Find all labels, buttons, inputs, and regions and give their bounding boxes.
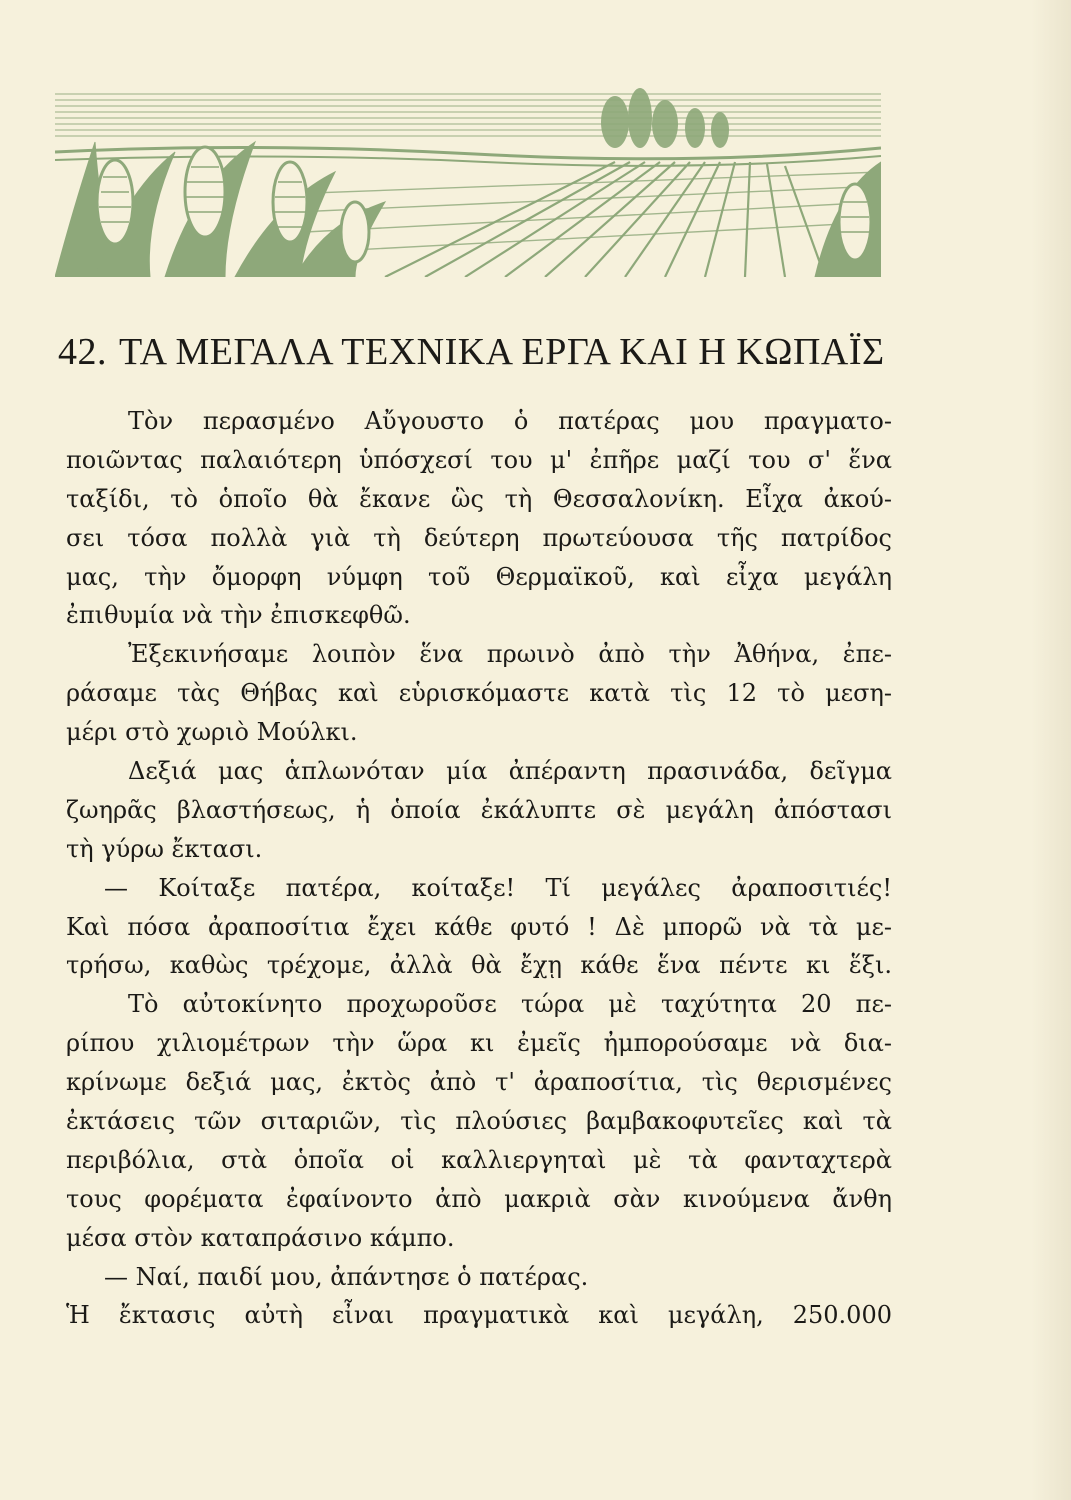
page-edge-shadow [1031, 0, 1071, 1500]
text-line: περιβόλια, στὰ ὁποῖα οἱ καλλιεργηταὶ μὲ τὰ φανταχτερὰ [66, 1145, 892, 1174]
text-line: τὴ γύρω ἔκτασι. [66, 834, 263, 863]
text-line: Τὸν περασμένο Αὔγουστο ὁ πατέρας μου πραγματο- [128, 407, 892, 435]
text-line: Ἐξεκινήσαμε λοιπὸν ἕνα πρωινὸ ἀπὸ τὴν Ἀθήνα, ἐπε- [128, 640, 892, 669]
text-line: τρήσω, καθὼς τρέχομε, ἀλλὰ θὰ ἔχῃ κάθε ἕνα πέντε κι ἕξι. [66, 951, 892, 980]
text-line: Τὸ αὐτοκίνητο προχωροῦσε τώρα μὲ ταχύτητα 20 πε- [128, 990, 892, 1019]
text-line: μέρι στὸ χωριὸ Μούλκι. [66, 718, 358, 747]
chapter-title: ΤΑ ΜΕΓΑΛΑ ΤΕΧΝΙΚΑ ΕΡΓΑ ΚΑΙ Η ΚΩΠΑΪΣ [119, 331, 885, 373]
text-line: — Κοίταξε πατέρα, κοίταξε! Τί μεγάλες ἀραποσιτιές! [104, 873, 892, 902]
text-line: Δεξιά μας ἁπλωνόταν μία ἀπέραντη πρασινάδα, δεῖγμα [128, 757, 892, 786]
cornfield-engraving-icon [55, 82, 881, 277]
text-line: — Ναί, παιδί μου, ἀπάντησε ὁ πατέρας. [104, 1262, 589, 1291]
text-line: ζωηρᾶς βλαστήσεως, ἡ ὁποία ἐκάλυπτε σὲ μεγάλη ἀπόστασι [66, 795, 892, 824]
chapter-heading [58, 330, 938, 374]
text-line: μέσα στὸν καταπράσινο κάμπο. [66, 1223, 455, 1252]
text-line: Ἡ ἔκτασις αὐτὴ εἶναι πραγματικὰ καὶ μεγάλη, 250.000 [66, 1301, 892, 1330]
text-line: ταξίδι, τὸ ὁποῖο θὰ ἔκανε ὣς τὴ Θεσσαλονίκη. Εἶχα ἀκού- [66, 484, 892, 513]
text-line: ἐπιθυμία νὰ τὴν ἐπισκεφθῶ. [66, 601, 411, 630]
chapter-number: 42. [58, 331, 107, 373]
text-line: τους φορέματα ἐφαίνοντο ἀπὸ μακριὰ σὰν κινούμενα ἄνθη [66, 1184, 892, 1213]
text-line: ἐκτάσεις τῶν σιταριῶν, τὶς πλούσιες βαμβακοφυτεῖες καὶ τὰ [66, 1107, 892, 1136]
text-line: ράσαμε τὰς Θήβας καὶ εὑρισκόμαστε κατὰ τὶς 12 τὸ μεση- [66, 679, 892, 708]
text-line: ποιῶντας παλαιότερη ὑπόσχεσί του μ' ἐπῆρε μαζί του σ' ἕνα [66, 445, 892, 474]
text-line: σει τόσα πολλὰ γιὰ τὴ δεύτερη πρωτεύουσα τῆς πατρίδος [66, 523, 892, 552]
text-line: μας, τὴν ὄμορφη νύμφη τοῦ Θερμαϊκοῦ, καὶ εἶχα μεγάλη [66, 562, 892, 591]
text-line: κρίνωμε δεξιά μας, ἐκτὸς ἀπὸ τ' ἀραποσίτια, τὶς θερισμένες [66, 1068, 892, 1097]
chapter-body [66, 402, 892, 1335]
text-line: Καὶ πόσα ἀραποσίτια ἔχει κάθε φυτό ! Δὲ μπορῶ νὰ τὰ με- [66, 912, 892, 941]
text-line: ρίπου χιλιομέτρων τὴν ὥρα κι ἐμεῖς ἠμπορούσαμε νὰ δια- [66, 1029, 892, 1058]
